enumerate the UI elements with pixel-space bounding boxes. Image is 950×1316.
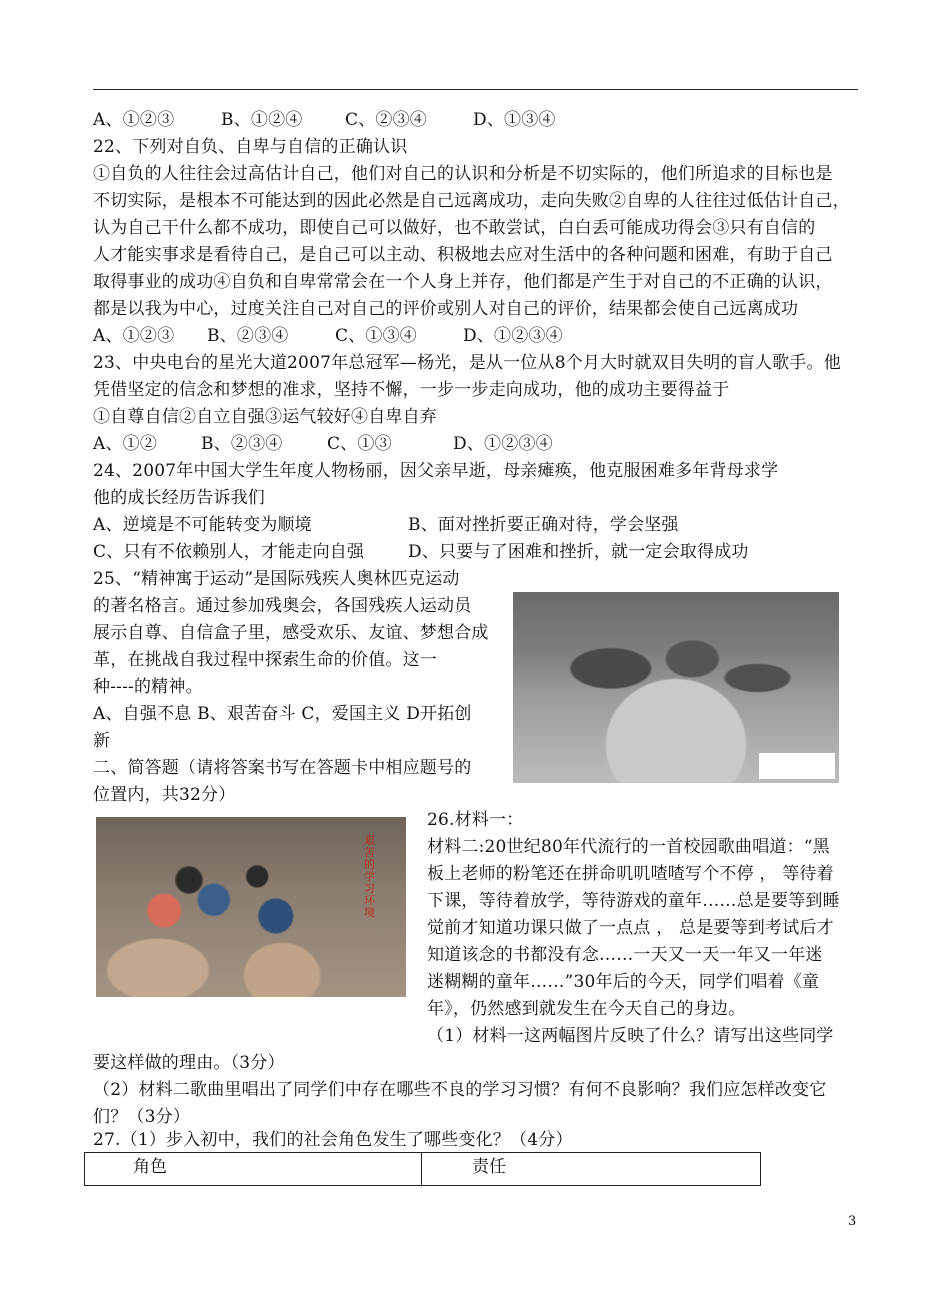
- q22-option-a: A、①②③: [93, 326, 175, 346]
- q23-line: 凭借坚定的信念和梦想的准求，坚持不懈，一步一步走向成功，他的成功主要得益于: [93, 380, 730, 400]
- section2-heading: 位置内，共32分）: [93, 785, 236, 805]
- q25-line: 的著名格言。通过参加残奥会，各国残疾人运动员: [93, 596, 472, 616]
- q22-option-c: C、①③④: [335, 326, 418, 346]
- q24-options-row1: [93, 513, 679, 537]
- q25-options: A、自强不息 B、艰苦奋斗 C，爱国主义 D开拓创: [93, 704, 472, 724]
- q23-option-d: D、①②③④: [453, 434, 553, 454]
- q26-line: 26.材料一：: [427, 810, 524, 830]
- q26-line: 材料二:20世纪80年代流行的一首校园歌曲唱道：“黑: [427, 837, 830, 857]
- q26-line: 迷糊糊的童年……”30年后的今天，同学们唱着《童: [427, 972, 820, 992]
- table-header-role: 角色: [85, 1153, 422, 1185]
- q21-option-c: C、②③④: [345, 110, 428, 130]
- q22-line: 不切实际，是根本不可能达到的因此必然是自己远离成功，走向失败②自卑的人往往过低估计自己，: [93, 191, 850, 211]
- q26-line: 们？（3分）: [93, 1107, 191, 1127]
- q23-option-c: C、①③: [327, 434, 392, 454]
- q26-line: 要这样做的理由。（3分）: [93, 1053, 285, 1073]
- page-number: 3: [848, 1214, 857, 1229]
- q26-line: 下课，等待着放学，等待游戏的童年……总是要等到睡: [427, 891, 840, 911]
- header-rule: [93, 89, 858, 90]
- q25-line: 展示自尊、自信盒子里，感受欢乐、友谊、梦想合成: [93, 623, 489, 643]
- q22-line: ①自负的人往往会过高估计自己，他们对自己的认识和分析是不切实际的，他们所追求的目标也是: [93, 164, 833, 184]
- q24-option-c: C、只有不依赖别人，才能走向自强: [93, 542, 365, 562]
- q24-options-row2: [93, 540, 749, 564]
- q23-line: 23、中央电台的星光大道2007年总冠军—杨光，是从一位从8个月大时就双目失明的盲人歌手。他: [93, 353, 841, 373]
- q26-line: 板上老师的粉笔还在拼命叽叽喳喳写个不停 ， 等待着: [427, 864, 834, 884]
- q24-option-b: B、面对挫折要正确对待，学会坚强: [408, 515, 679, 535]
- q27-stem: 27.（1）步入初中，我们的社会角色发生了哪些变化？（4分）: [93, 1130, 573, 1150]
- q25-line: 种----的精神。: [93, 677, 203, 697]
- q22-options: [93, 324, 563, 348]
- q22-option-b: B、②③④: [207, 326, 289, 346]
- role-responsibility-table: [84, 1152, 761, 1186]
- q21-option-d: D、①③④: [473, 110, 556, 130]
- q22-option-d: D、①②③④: [463, 326, 563, 346]
- q23-line: ①自尊自信②自立自强③运气较好④自卑自弃: [93, 407, 437, 427]
- children-studying-photo: [96, 817, 406, 997]
- q23-option-a: A、①②: [93, 434, 158, 454]
- wheelchair-children-photo: [513, 592, 839, 783]
- q22-stem: 22、下列对自负、自卑与自信的正确认识: [93, 137, 408, 157]
- q24-option-d: D、只要与了困难和挫折，就一定会取得成功: [408, 542, 749, 562]
- q24-option-a: A、逆境是不可能转变为顺境: [93, 515, 312, 535]
- q22-line: 取得事业的成功④自负和自卑常常会在一个人身上并存，他们都是产生于对自己的不正确的认识，: [93, 272, 833, 292]
- q23-option-b: B、②③④: [201, 434, 283, 454]
- q24-line: 24、2007年中国大学生年度人物杨丽，因父亲早逝，母亲瘫痪，他克服困难多年背母求学: [93, 461, 779, 481]
- q26-line: （1）材料一这两幅图片反映了什么？请写出这些同学: [427, 1026, 834, 1046]
- q24-line: 他的成长经历告诉我们: [93, 488, 265, 508]
- q26-line: （2）材料二歌曲里唱出了同学们中存在哪些不良的学习习惯？有何不良影响？我们应怎样改变它: [93, 1080, 827, 1100]
- section2-heading: 二、简答题（请将答案书写在答题卡中相应题号的: [93, 758, 472, 778]
- q21-option-a: A、①②③: [93, 110, 175, 130]
- q26-line: 知道该念的书都没有念……一天又一天一年又一年迷: [427, 945, 823, 965]
- q22-line: 人才能实事求是看待自己，是自己可以主动、积极地去应对生活中的各种问题和困难，有助于自己: [93, 245, 833, 265]
- photo-mask: [759, 753, 835, 779]
- q25-line: 革，在挑战自我过程中探索生命的价值。这一: [93, 650, 437, 670]
- photo-caption: 艰苦的学习环境: [364, 834, 375, 919]
- q22-line: 认为自己干什么都不成功，即使自己可以做好，也不敢尝试，白白丢可能成功得会③只有自信的: [93, 218, 816, 238]
- q25-line: 25、“精神寓于运动”是国际残疾人奥林匹克运动: [93, 569, 460, 589]
- table-header-responsibility: 责任: [472, 1157, 506, 1177]
- q26-line: 觉前才知道功课只做了一点点 ， 总是要等到考试后才: [427, 918, 834, 938]
- q21-options: [93, 108, 556, 132]
- q22-line: 都是以我为中心，过度关注自己对自己的评价或别人对自己的评价，结果都会使自己远离成功: [93, 299, 799, 319]
- q25-options-wrap: 新: [93, 731, 111, 751]
- q21-option-b: B、①②④: [221, 110, 303, 130]
- q23-options: [93, 432, 553, 456]
- q26-line: 年》，仍然感到就发生在今天自己的身边。: [427, 999, 746, 1019]
